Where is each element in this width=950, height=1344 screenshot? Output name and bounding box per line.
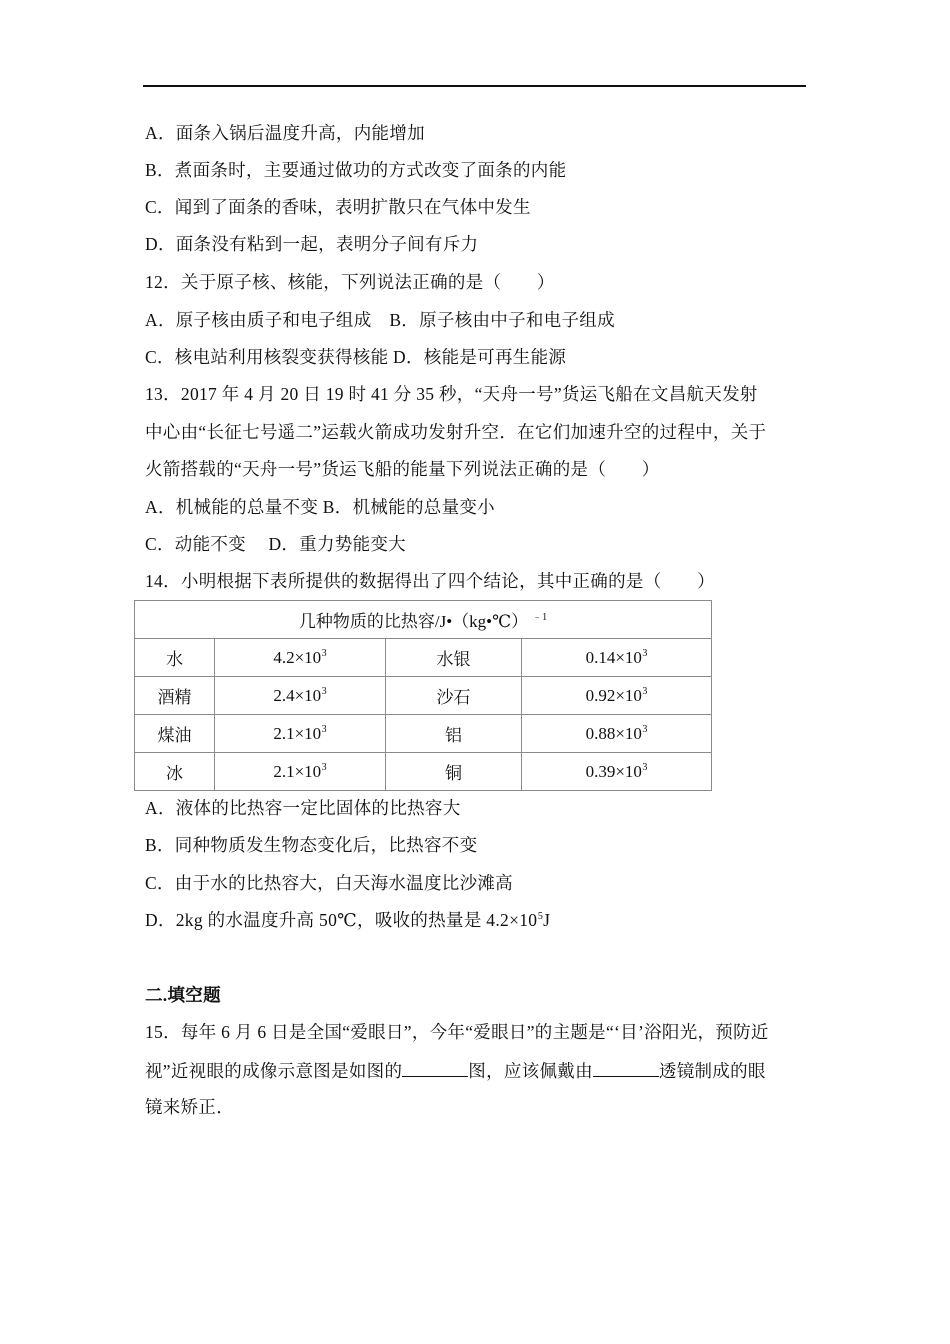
- q11-option-d: D．面条没有粘到一起，表明分子间有斥力: [145, 234, 479, 254]
- value-base: 0.88×10: [585, 723, 642, 743]
- value-exponent: 3: [321, 723, 327, 735]
- value-base: 2.1×10: [273, 761, 322, 781]
- table-title-row: [135, 601, 712, 639]
- q11-option-a: A．面条入锅后温度升高，内能增加: [145, 123, 425, 143]
- value-exponent: 3: [642, 647, 648, 659]
- substance-cell: 水: [135, 639, 215, 677]
- table-title-text: 几种物质的比热容/J•（kg•℃）: [298, 612, 529, 631]
- value-cell: [522, 715, 712, 753]
- table-row: [135, 753, 712, 791]
- q13-options-cd: C．动能不变 D．重力势能变大: [145, 534, 406, 554]
- value-exponent: 3: [642, 685, 648, 697]
- value-cell: [215, 639, 386, 677]
- q13-stem-line2: 中心由“长征七号遥二”运载火箭成功发射升空．在它们加速升空的过程中，关于: [145, 422, 767, 442]
- q15-line2: [145, 1059, 766, 1082]
- substance-cell: 铝: [386, 715, 522, 753]
- q14-option-d: [145, 909, 550, 935]
- q14-option-d-exponent: 5: [537, 911, 544, 922]
- table-row: [135, 677, 712, 715]
- q12-options-ab: A．原子核由质子和电子组成 B．原子核由中子和电子组成: [145, 310, 615, 330]
- substance-cell: 冰: [135, 753, 215, 791]
- substance-cell: 铜: [386, 753, 522, 791]
- value-base: 0.92×10: [585, 685, 642, 705]
- q12-options-cd: C．核电站利用核裂变获得核能 D．核能是可再生能源: [145, 347, 567, 367]
- value-cell: [215, 753, 386, 791]
- q13-options-ab: A．机械能的总量不变 B．机械能的总量变小: [145, 497, 495, 517]
- q14-stem: 14．小明根据下表所提供的数据得出了四个结论，其中正确的是（ ）: [145, 571, 715, 591]
- table-row: [135, 639, 712, 677]
- substance-cell: 酒精: [135, 677, 215, 715]
- page-header-rule: [143, 85, 806, 87]
- substance-cell: 煤油: [135, 715, 215, 753]
- q13-stem-line3: 火箭搭载的“天舟一号”货运飞船的能量下列说法正确的是（ ）: [145, 459, 660, 479]
- specific-heat-table: [134, 600, 712, 791]
- q12-stem: 12．关于原子核、核能，下列说法正确的是（ ）: [145, 272, 555, 292]
- substance-cell: 沙石: [386, 677, 522, 715]
- table-title-exponent: ﹣1: [532, 612, 548, 623]
- q14-option-d-unit: J: [543, 910, 551, 930]
- value-base: 4.2×10: [273, 647, 322, 667]
- value-cell: [522, 677, 712, 715]
- value-exponent: 3: [321, 647, 327, 659]
- q11-option-b: B．煮面条时，主要通过做功的方式改变了面条的内能: [145, 160, 567, 180]
- value-cell: [215, 715, 386, 753]
- q14-option-d-text: D．2kg 的水温度升高 50℃，吸收的热量是 4.2×10: [145, 910, 538, 930]
- q13-stem-line1: 13．2017 年 4 月 20 日 19 时 41 分 35 秒，“天舟一号”货运飞船在文昌航天发射: [145, 384, 758, 404]
- value-base: 2.1×10: [273, 723, 322, 743]
- q14-option-a: A．液体的比热容一定比固体的比热容大: [145, 798, 461, 818]
- q14-option-c: C．由于水的比热容大，白天海水温度比沙滩高: [145, 873, 513, 893]
- q14-option-b: B．同种物质发生物态变化后，比热容不变: [145, 835, 478, 855]
- value-exponent: 3: [642, 761, 648, 773]
- value-cell: [215, 677, 386, 715]
- value-base: 0.14×10: [585, 647, 642, 667]
- value-cell: [522, 753, 712, 791]
- q15-line3: 镜来矫正．: [145, 1097, 234, 1117]
- value-exponent: 3: [321, 761, 327, 773]
- value-base: 0.39×10: [585, 761, 642, 781]
- q15-line1: 15．每年 6 月 6 日是全国“爱眼日”，今年“爱眼日”的主题是“‘目’浴阳光，预防近: [145, 1022, 769, 1042]
- q15-line2-part-a: 视”近视眼的成像示意图是如图的: [145, 1061, 403, 1081]
- q15-line2-part-c: 透镜制成的眼: [658, 1061, 766, 1081]
- value-base: 2.4×10: [273, 685, 322, 705]
- table-row: [135, 715, 712, 753]
- table-title: [135, 601, 712, 639]
- value-exponent: 3: [321, 685, 327, 697]
- q15-line2-part-b: 图，应该佩戴由: [468, 1061, 593, 1081]
- substance-cell: 水银: [386, 639, 522, 677]
- value-exponent: 3: [642, 723, 648, 735]
- q15-blank-2[interactable]: [593, 1059, 659, 1077]
- value-cell: [522, 639, 712, 677]
- section-heading-fill-in: 二.填空题: [145, 985, 221, 1005]
- q11-option-c: C．闻到了面条的香味，表明扩散只在气体中发生: [145, 197, 531, 217]
- q15-blank-1[interactable]: [402, 1059, 468, 1077]
